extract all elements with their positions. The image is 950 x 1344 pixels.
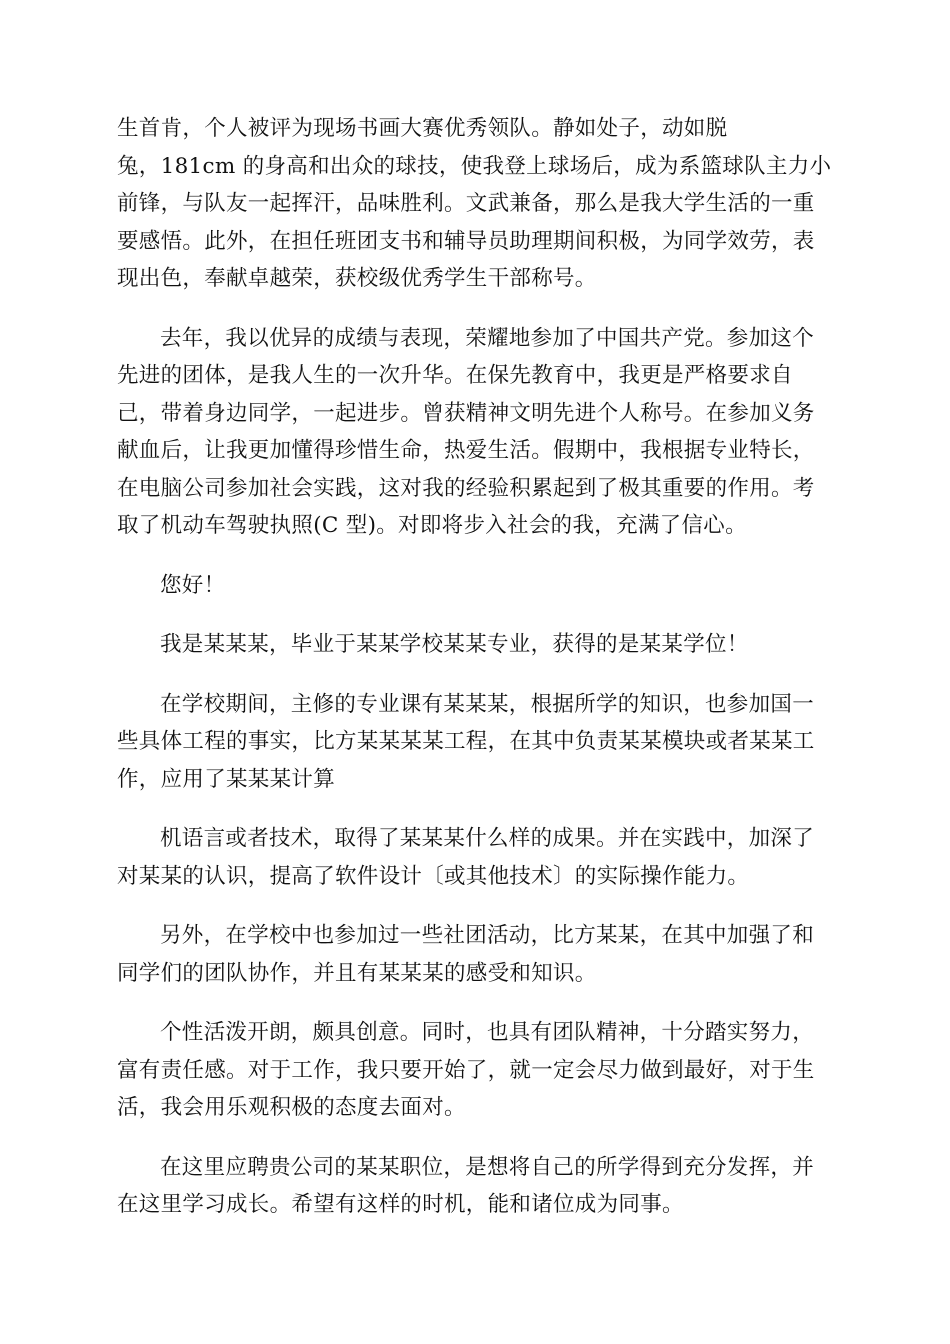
- text-line: 在学校期间，主修的专业课有某某某，根据所学的知识，也参加国一: [160, 691, 815, 717]
- paragraph: [117, 320, 833, 545]
- text-line: 对某某的认识，提高了软件设计〔或其他技术〕的实际操作能力。: [117, 863, 750, 889]
- text-line: 在电脑公司参加社会实践，这对我的经验积累起到了极其重要的作用。考: [117, 475, 815, 501]
- text-line: 些具体工程的事实，比方某某某某工程，在其中负责某某模块或者某某工: [117, 729, 815, 754]
- paragraph: [117, 820, 833, 895]
- text-line: 现出色，奉献卓越荣，获校级优秀学生干部称号。: [117, 266, 597, 291]
- paragraph: [117, 917, 833, 992]
- text-line: 兔，181cm 的身高和出众的球技，使我登上球场后，成为系篮球队主力小: [117, 153, 832, 179]
- text-line: 己，带着身边同学，一起进步。曾获精神文明先进个人称号。在参加义务: [117, 400, 815, 426]
- text-line: 要感悟。此外，在担任班团支书和辅导员助理期间积极，为同学效劳，表: [117, 228, 815, 254]
- text-line: 个性活泼开朗，颇具创意。同时，也具有团队精神，十分踏实努力，: [160, 1020, 815, 1045]
- text-line: 去年，我以优异的成绩与表现，荣耀地参加了中国共产党。参加这个: [160, 325, 815, 351]
- text-line: 我是某某某，毕业于某某学校某某专业，获得的是某某学位！: [160, 632, 749, 657]
- text-line: 生首肯，个人被评为现场书画大赛优秀领队。静如处子，动如脱: [117, 116, 728, 141]
- text-line: 取了机动车驾驶执照(C 型)。对即将步入社会的我，充满了信心。: [117, 513, 747, 538]
- text-line: 先进的团体，是我人生的一次升华。在保先教育中，我更是严格要求自: [117, 363, 793, 388]
- text-line: 作，应用了某某某计算: [117, 766, 336, 792]
- paragraph: [117, 686, 833, 799]
- text-line: 前锋，与队友一起挥汗，品味胜利。文武兼备，那么是我大学生活的一重: [117, 191, 815, 216]
- paragraph: [117, 1149, 833, 1224]
- text-line: 在这里学习成长。希望有这样的时机，能和诸位成为同事。: [117, 1192, 684, 1217]
- text-line: 机语言或者技术，取得了某某某什么样的成果。并在实践中，加深了: [160, 826, 815, 851]
- text-line: 富有责任感。对于工作，我只要开始了，就一定会尽力做到最好，对于生: [117, 1057, 815, 1083]
- text-line: 同学们的团队协作，并且有某某某的感受和知识。: [117, 960, 597, 986]
- paragraph: [117, 567, 833, 605]
- text-line: 在这里应聘贵公司的某某职位，是想将自己的所学得到充分发挥，并: [160, 1154, 815, 1180]
- paragraph: [117, 626, 833, 664]
- paragraph: [117, 110, 833, 298]
- text-line: 您好！: [160, 572, 226, 598]
- text-line: 另外，在学校中也参加过一些社团活动，比方某某，在其中加强了和: [160, 923, 815, 948]
- text-line: 活，我会用乐观积极的态度去面对。: [117, 1095, 466, 1120]
- paragraph: [117, 1014, 833, 1127]
- document-body: [117, 110, 833, 1246]
- text-line: 献血后，让我更加懂得珍惜生命，热爱生活。假期中，我根据专业特长，: [117, 438, 815, 463]
